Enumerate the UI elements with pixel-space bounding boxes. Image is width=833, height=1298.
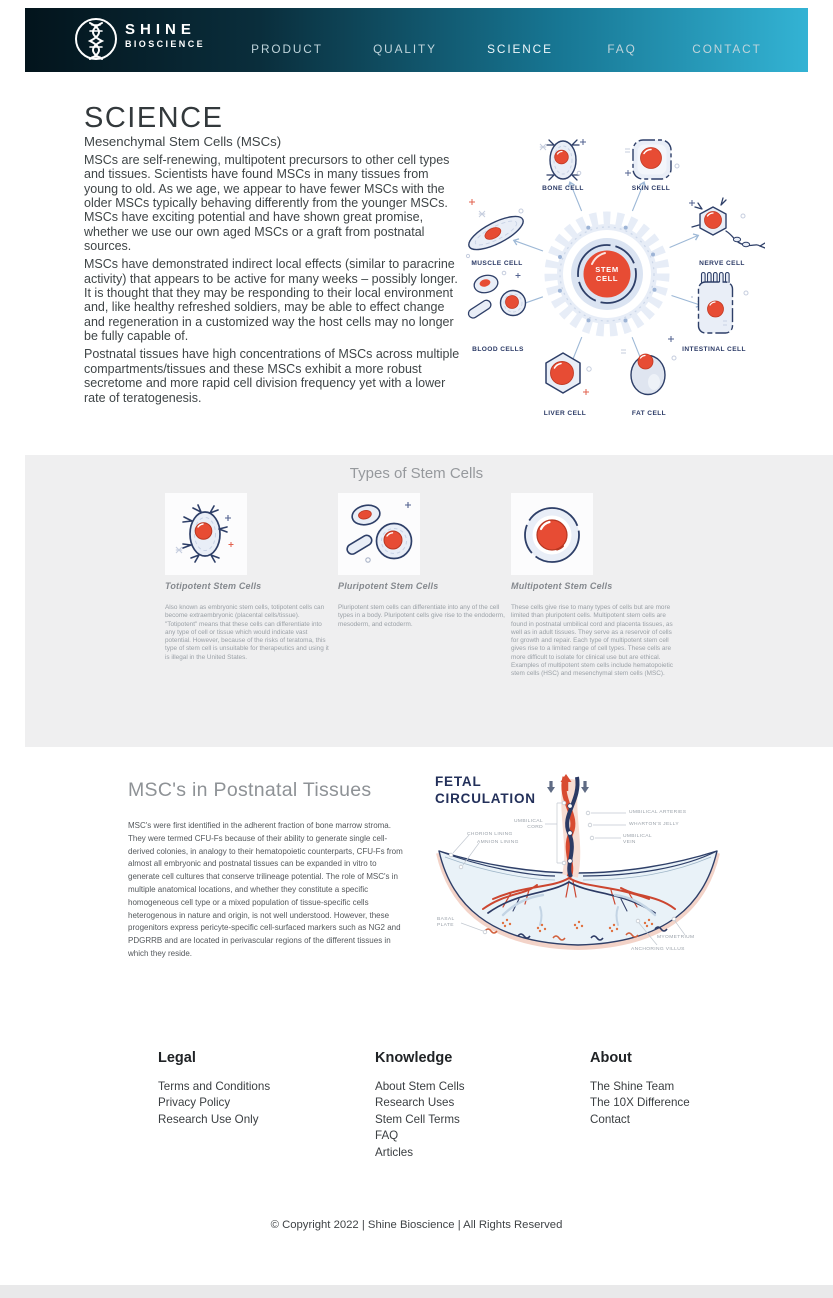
science-paragraph-3: Postnatal tissues have high concentrations of MSCs across multiple compartments/tissues and these MSCs exhibit a more robust secretome and more rapid cell division frequency yet with a lower rate of teratogenesis. (84, 347, 460, 405)
muscle-cell-icon (465, 199, 528, 258)
totipotent-body: Also known as embryonic stem cells, totipotent cells can become extraembryonic (placental cells/tissue). "Totipotent" means that these cells can differentiate into any type of cell or tissue which would indicate vast potential. However, because of the risks of teratoma, this type of stem cell is unsuitable for therapeutics and using it is illegal in the United States. (165, 604, 329, 661)
multipotent-column (511, 493, 684, 679)
science-section (25, 72, 808, 455)
amnion-lining-label: AMNION LINING (477, 840, 519, 845)
footer-legal-heading: Legal (158, 1050, 196, 1066)
science-paragraph-2: MSCs have demonstrated indirect local effects (similar to paracrine activity) that appears to be active for many weeks – possibly longer. It is thought that they may be responding to their local environment and, like healthy refreshed soldiers, may be able to effect change and regeneration in a customized way the host cells may no longer be fully capable of. (84, 257, 458, 344)
types-section (25, 455, 833, 747)
nav-faq[interactable]: FAQ (607, 42, 637, 56)
nav-contact[interactable]: CONTACT (692, 42, 762, 56)
stem-cell-diagram (455, 125, 765, 425)
postnatal-body: MSC's were first identified in the adherent fraction of bone marrow stroma. They were termed CFU-Fs because of their ability to generate single cell-derived colonies, in analogy to their hematopoietic counterparts, CFU-Fs from almost all embryonic and postnatal tissues can be expanded in vitro to generate cell cultures that conserve trilineage potential. The role of MSC's in multiple anatomical locations, and whether they constitute a specific homogeneous cell type or a mixed population of tissue-specific cells heterogenous in nature and origin, is not well understood. However, these progenitors express pericyte-specific cell-surfaced markers such as NG2 and PDGRRB and are located in perivascular regions of the different tissues in which they reside. (128, 821, 403, 958)
blood-cells-icon (467, 271, 526, 320)
types-section-title: Types of Stem Cells (349, 465, 484, 482)
fetal-circulation-diagram (433, 773, 725, 961)
footer-knowledge-heading: Knowledge (375, 1050, 453, 1066)
postnatal-section (25, 747, 833, 965)
pluripotent-heading: Pluripotent Stem Cells (338, 581, 439, 591)
copyright-text: © Copyright 2022 | Shine Bioscience | All Rights Reserved (270, 1219, 563, 1231)
fat-cell-icon (621, 336, 676, 395)
intestinal-cell-label: INTESTINAL CELL (682, 346, 746, 353)
umbilical-arteries-label: UMBILICAL ARTERIES (629, 810, 687, 815)
page-title: SCIENCE (84, 102, 224, 134)
chorion-lining-label: CHORION LINING (467, 832, 513, 837)
link-articles[interactable]: Articles (375, 1145, 414, 1159)
pluripotent-body: Pluripotent stem cells can differentiate into any of the cell types in a body. Pluripotent cells give rise to the endoderm, mesoderm, and ectoderm. (338, 604, 505, 628)
brand (125, 22, 205, 50)
intestinal-cell-icon (691, 273, 748, 334)
footer-legal-column (158, 1050, 270, 1128)
link-privacy-policy[interactable]: Privacy Policy (158, 1096, 231, 1110)
myometrium-label: MYOMETRIUM (657, 935, 695, 940)
pluripotent-column (338, 493, 511, 679)
nav-product[interactable]: PRODUCT (251, 42, 323, 56)
skin-cell-icon (625, 140, 679, 179)
bone-cell-label: BONE CELL (542, 185, 584, 192)
umbilical-vein-label: UMBILICAL VEIN (623, 834, 652, 846)
stem-cell-label: STEM CELL (595, 265, 619, 283)
liver-cell-icon (546, 353, 591, 395)
blood-cells-label: BLOOD CELLS (472, 346, 524, 353)
footer-about-column (590, 1050, 690, 1128)
link-about-stem-cells[interactable]: About Stem Cells (375, 1080, 465, 1093)
link-research-use-only[interactable]: Research Use Only (158, 1112, 259, 1126)
footer (25, 965, 808, 1277)
header-bar (25, 8, 808, 72)
liver-cell-label: LIVER CELL (543, 410, 587, 417)
fetal-title-line1: FETAL (435, 774, 482, 789)
muscle-cell-label: MUSCLE CELL (471, 260, 523, 267)
fat-cell-label: FAT CELL (631, 410, 667, 417)
totipotent-cell-icon (165, 493, 247, 575)
basal-plate-label: BASAL PLATE (437, 917, 455, 929)
link-terms-and-conditions[interactable]: Terms and Conditions (158, 1080, 271, 1093)
link-the-10x-difference[interactable]: The 10X Difference (590, 1096, 690, 1110)
fetal-title-line2: CIRCULATION (435, 790, 536, 806)
nerve-cell-label: NERVE CELL (699, 260, 745, 267)
footer-about-heading: About (590, 1050, 632, 1066)
postnatal-title: MSC's in Postnatal Tissues (128, 779, 372, 801)
link-faq[interactable]: FAQ (375, 1129, 399, 1143)
footer-knowledge-column (375, 1050, 465, 1161)
umbilical-cord-label: UMBILICAL CORD (514, 819, 543, 831)
whartons-jelly-label: WHARTON'S JELLY (629, 822, 679, 827)
skin-cell-label: SKIN CELL (631, 185, 671, 192)
brand-name: SHINE (125, 21, 196, 38)
multipotent-body: These cells give rise to many types of cells but are more limited than pluripotent cells. Multipotent stem cells are found in postnatal umbilical cord and placenta tissues, as well as in adult tissues. They serve as a reservoir of cells for growth and repair. Each type of multipotent stem cell gives rise to a limited range of cell types. These cells are more difficult to isolate for clinical use but are ethical. Examples of multipotent stem cells include hematopoietic stem cells (HSC) and mesenchymal stem cells (MSC). (511, 604, 673, 678)
link-research-uses[interactable]: Research Uses (375, 1096, 455, 1110)
bottom-strip (0, 1285, 833, 1298)
science-paragraphs (84, 153, 460, 409)
pluripotent-cell-icon (338, 493, 420, 575)
nerve-cell-icon (689, 198, 765, 248)
multipotent-cell-icon (511, 493, 593, 575)
nav-quality[interactable]: QUALITY (373, 42, 437, 56)
totipotent-heading: Totipotent Stem Cells (165, 581, 262, 591)
nav-science[interactable]: SCIENCE (487, 42, 553, 56)
anchoring-villus-label: ANCHORING VILLUS (631, 947, 685, 952)
dna-logo-icon (73, 16, 119, 62)
link-the-shine-team[interactable]: The Shine Team (590, 1080, 675, 1093)
fetal-circulation-title (435, 774, 536, 807)
science-paragraph-1: MSCs are self-renewing, multipotent precursors to other cell types and tissues. Scientists have found MSCs in many tissues from young to old. As we age, we appear to have fewer MSCs with the older MSCs typically behaving differently from the younger MSCs. MSCs have exciting potential and have shown great promise, whether we use our own aged MSCs or a graft from postnatal sources. (84, 153, 450, 254)
brand-subname: BIOSCIENCE (125, 39, 206, 49)
link-contact[interactable]: Contact (590, 1112, 630, 1126)
bone-cell-icon (540, 139, 586, 180)
multipotent-heading: Multipotent Stem Cells (511, 581, 613, 591)
link-stem-cell-terms[interactable]: Stem Cell Terms (375, 1112, 460, 1126)
science-subtitle: Mesenchymal Stem Cells (MSCs) (84, 134, 282, 149)
totipotent-column (165, 493, 338, 679)
